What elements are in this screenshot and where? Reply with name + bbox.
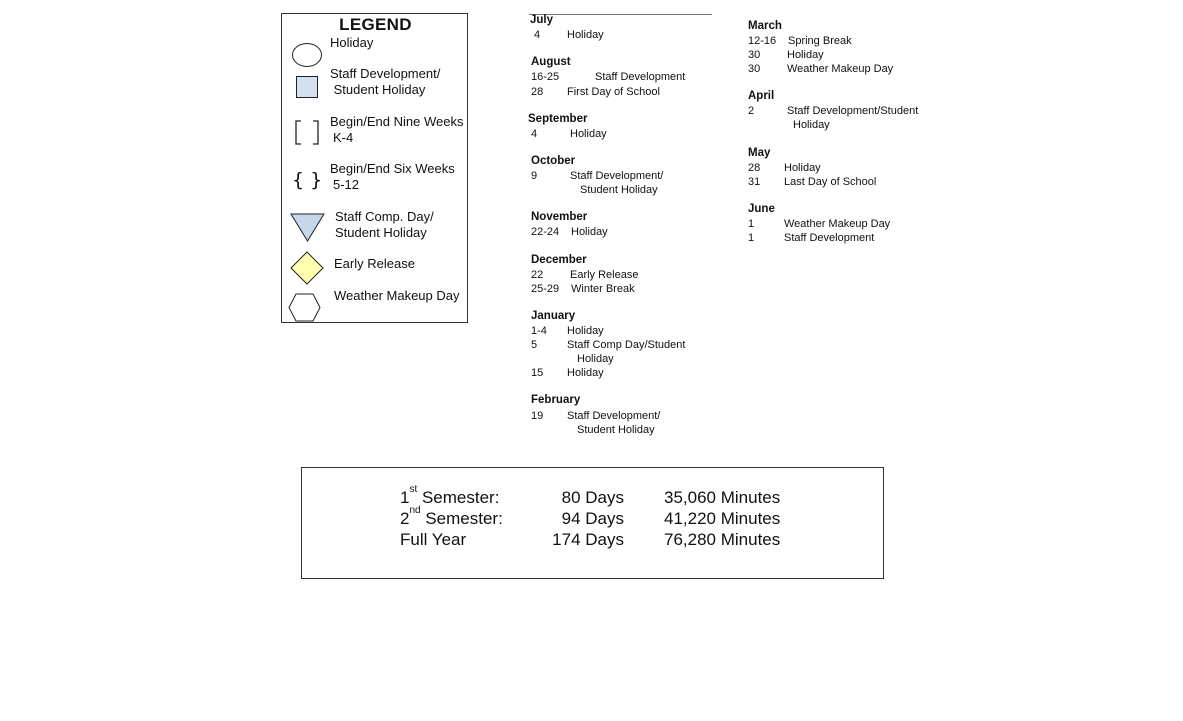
instructional-days-summary [301,467,884,579]
event-date: 22 [531,269,544,281]
event-date: 31 [748,176,761,188]
event-label: Staff Development [784,232,875,244]
event-date: 30 [748,63,761,75]
event-label: Winter Break [571,283,635,295]
event-date: 28 [531,86,544,98]
month-december: December [531,254,587,266]
event-label: Staff Development/Student [787,105,919,117]
event-label: Holiday [567,325,604,337]
diamond-icon [290,251,324,290]
month-may: May [748,147,771,159]
summary-label: 2nd Semester: [400,505,503,528]
event-label-continued: Student Holiday [577,424,655,436]
legend-label-nine-weeks: Begin/End Nine Weeks [330,114,464,129]
legend-label-weather: Weather Makeup Day [334,288,460,303]
legend-label-staff-dev: Staff Development/ [330,66,441,81]
event-label: Holiday [571,226,608,238]
summary-days: 80 Days [561,488,624,507]
summary-row-first-semester [302,484,885,510]
legend-label-holiday: Holiday [330,35,374,50]
event-date: 22-24 [531,226,560,238]
event-label: Staff Development/ [567,410,661,422]
event-label-continued: Student Holiday [580,184,658,196]
month-september: September [528,113,588,125]
event-date: 4 [534,29,541,41]
month-october: October [531,155,576,167]
event-label: Staff Comp Day/Student [567,339,686,351]
triangle-icon [290,213,326,248]
event-date: 25-29 [531,283,560,295]
event-date: 15 [531,367,544,379]
event-date: 4 [531,128,538,140]
summary-minutes: 35,060 Minutes [664,488,781,507]
event-label: Weather Makeup Day [784,218,891,230]
event-date: 2 [748,105,755,117]
legend-label-k4: K-4 [333,130,354,145]
summary-minutes: 76,280 Minutes [664,530,781,549]
event-label: Holiday [784,162,821,174]
month-march: March [748,20,782,32]
event-label: Staff Development [595,71,686,83]
legend-label-comp-day-2: Student Holiday [335,225,427,240]
summary-label: 1st Semester: [400,484,500,507]
month-june: June [748,203,775,215]
event-date: 16-25 [531,71,560,83]
event-label-continued: Holiday [577,353,614,365]
summary-days: 94 Days [561,509,624,528]
event-date: 1-4 [531,325,547,337]
event-date: 9 [531,170,538,182]
event-date: 1 [748,232,755,244]
event-label: Early Release [570,269,639,281]
legend-label-early-release: Early Release [334,256,415,271]
legend-title: LEGEND [339,15,412,34]
month-november: November [531,211,588,223]
event-label: First Day of School [567,86,660,98]
oval-icon [291,42,323,73]
event-label: Staff Development/ [570,170,664,182]
summary-row-full-year [302,530,885,552]
month-august: August [531,56,571,68]
event-label: Last Day of School [784,176,877,188]
event-label: Holiday [567,29,604,41]
event-date: 19 [531,410,544,422]
event-date: 30 [748,49,761,61]
event-label: Holiday [787,49,824,61]
event-label: Spring Break [788,35,852,47]
event-label: Holiday [567,367,604,379]
hexagon-icon [288,293,322,328]
legend-label-staff-dev-2: Student Holiday [330,82,426,97]
summary-days: 174 Days [552,530,624,549]
event-label: Holiday [570,128,607,140]
brace-icon: { } [292,169,323,191]
month-april: April [748,90,775,102]
legend-label-six-weeks: Begin/End Six Weeks [330,161,455,176]
event-label-continued: Holiday [793,119,830,131]
event-date: 12-16 [748,35,777,47]
summary-minutes: 41,220 Minutes [664,509,781,528]
month-january: January [531,310,576,322]
month-july: July [530,14,554,26]
legend-box [281,13,468,323]
event-date: 5 [531,339,538,351]
summary-label: Full Year [400,530,467,549]
bracket-icon [295,120,321,151]
month-february: February [531,394,581,406]
legend-label-comp-day: Staff Comp. Day/ [335,209,434,224]
divider-line [529,14,712,15]
shaded-square-icon [296,76,320,105]
summary-row-second-semester [302,505,885,531]
event-date: 28 [748,162,761,174]
event-label: Weather Makeup Day [787,63,894,75]
legend-label-5-12: 5-12 [333,177,360,192]
event-date: 1 [748,218,755,230]
